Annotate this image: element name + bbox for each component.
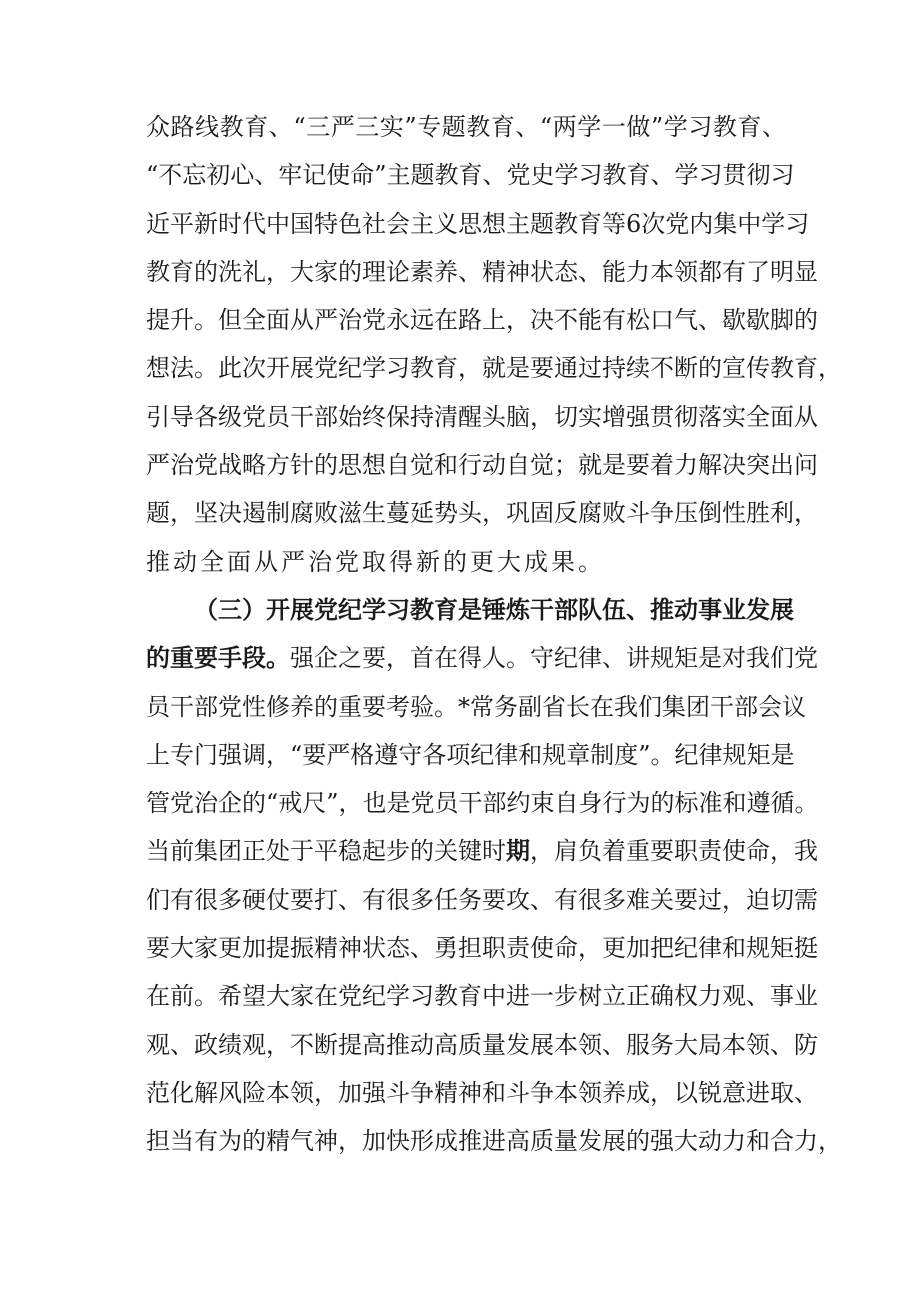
text-segment: ，肩负着重要职责使命，我 bbox=[530, 837, 818, 866]
text-line: 担当有为的精气神，加快形成推进高质量发展的强大动力和合力， bbox=[146, 1127, 842, 1156]
text-segment: 强企之要，首在得人。守纪律、讲规矩是对我们党 bbox=[290, 644, 818, 673]
text-line: 想法。此次开展党纪学习教育，就是要通过持续不断的宣传教育， bbox=[146, 354, 842, 383]
text-line: 近平新时代中国特色社会主义思想主题教育等6次党内集中学习 bbox=[146, 209, 810, 238]
document-body bbox=[146, 103, 842, 1166]
text-line: 观、政绩观，不断提高推动高质量发展本领、服务大局本领、防 bbox=[146, 1030, 818, 1059]
paragraph-1 bbox=[146, 103, 842, 586]
text-line bbox=[146, 827, 818, 875]
text-line: 题，坚决遏制腐败滋生蔓延势头，巩固反腐败斗争压倒性胜利， bbox=[146, 499, 818, 528]
bold-word: 期 bbox=[506, 836, 530, 866]
text-line bbox=[146, 634, 818, 682]
text-line: 引导各级党员干部始终保持清醒头脑，切实增强贯彻落实全面从 bbox=[146, 402, 818, 431]
section-heading: （三）开展党纪学习教育是锤炼干部队伍、推动事业发展 bbox=[194, 594, 794, 624]
text-line: 管党治企的“戒尺”，也是党员干部约束自身行为的标准和遵循。 bbox=[146, 789, 819, 818]
text-line: 员干部党性修养的重要考验。*常务副省长在我们集团干部会议 bbox=[146, 692, 806, 721]
text-line: 教育的洗礼，大家的理论素养、精神状态、能力本领都有了明显 bbox=[146, 257, 818, 286]
text-line: 在前。希望大家在党纪学习教育中进一步树立正确权力观、事业 bbox=[146, 982, 818, 1011]
text-line: 范化解风险本领，加强斗争精神和斗争本领养成，以锐意进取、 bbox=[146, 1078, 818, 1107]
text-line: “不忘初心、牢记使命”主题教育、党史学习教育、学习贯彻习 bbox=[146, 161, 795, 190]
section-heading-end: 的重要手段。 bbox=[146, 643, 290, 673]
text-segment: 当前集团正处于平稳起步的关键时 bbox=[146, 837, 506, 866]
text-line: 严治党战略方针的思想自觉和行动自觉；就是要着力解决突出问 bbox=[146, 451, 818, 480]
text-line: 提升。但全面从严治党永远在路上，决不能有松口气、歇歇脚的 bbox=[146, 306, 818, 335]
paragraph-2 bbox=[146, 586, 842, 1166]
text-line: 要大家更加提振精神状态、勇担职责使命，更加把纪律和规矩挺 bbox=[146, 934, 818, 963]
text-line: 推动全面从严治党取得新的更大成果。 bbox=[146, 547, 605, 576]
text-line: 众路线教育、“三严三实”专题教育、“两学一做”学习教育、 bbox=[146, 113, 786, 141]
text-line: 们有很多硬仗要打、有很多任务要攻、有很多难关要过，迫切需 bbox=[146, 885, 818, 914]
text-line: 上专门强调，“要严格遵守各项纪律和规章制度”。纪律规矩是 bbox=[146, 740, 795, 769]
